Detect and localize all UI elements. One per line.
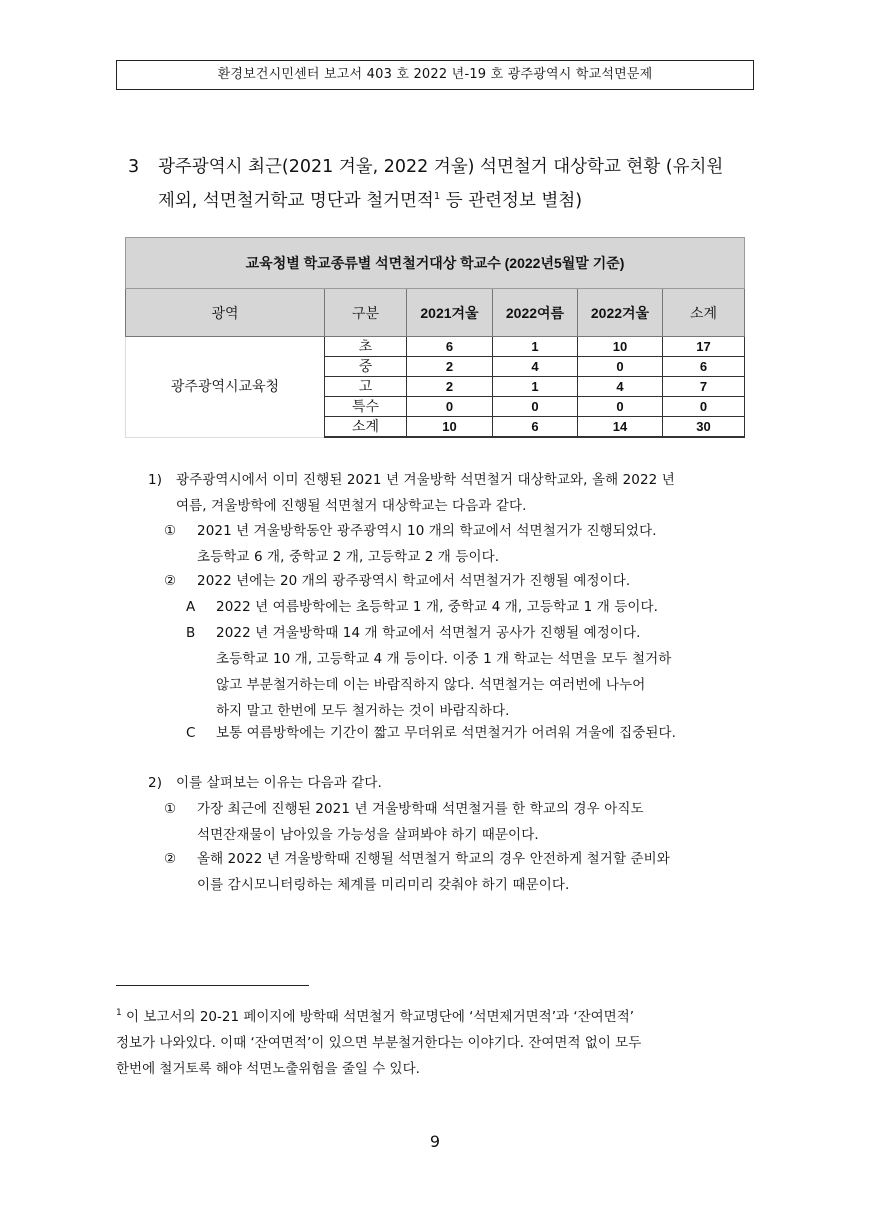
list-item-text: 보통 여름방학에는 기간이 짧고 무더위로 석면철거가 어려워 겨울에 집중된다. [216, 725, 677, 741]
table-row [126, 337, 745, 357]
list-item-text: 2022 년에는 20 개의 광주광역시 학교에서 석면철거가 진행될 예정이다. [197, 573, 631, 589]
footnote-reference[interactable]: 1 [433, 191, 441, 202]
footnote-line-1 [116, 1000, 756, 1030]
list-item-text: 2022 년 여름방학에는 초등학교 1 개, 중학교 4 개, 고등학교 1 개 등이다. [216, 599, 659, 615]
list-marker: 2) [148, 775, 163, 791]
section-title-line-2-text: 제외, 석면철거학교 명단과 철거면적 [158, 191, 434, 211]
list-item-text: 이를 감시모니터링하는 체계를 미리미리 갖춰야 하기 때문이다. [197, 877, 570, 893]
page-number: 9 [429, 1132, 441, 1151]
category-cell: 고 [325, 377, 407, 397]
section-title-line-2 [158, 182, 582, 216]
value-cell: 10 [407, 417, 493, 438]
value-cell: 14 [578, 417, 663, 438]
school-count-table [125, 237, 744, 438]
list-item-text: 않고 부분철거하는데 이는 바람직하지 않다. 석면철거는 여러번에 나누어 [216, 677, 646, 693]
value-cell: 0 [578, 397, 663, 417]
footnote-text: 이 보고서의 20-21 페이지에 방학때 석면철거 학교명단에 ‘석면제거면적’과 ‘잔여면적’ [121, 1009, 635, 1025]
value-cell: 0 [407, 397, 493, 417]
header-2022-summer: 2022여름 [493, 289, 578, 337]
value-cell: 6 [493, 417, 578, 438]
value-cell: 1 [493, 337, 578, 357]
list-item-text: 하지 말고 한번에 모두 철거하는 것이 바람직하다. [216, 703, 510, 719]
list-item-text: 2022 년 겨울방학때 14 개 학교에서 석면철거 공사가 진행될 예정이다. [216, 625, 641, 641]
list-item-text: 가장 최근에 진행된 2021 년 겨울방학때 석면철거를 한 학교의 경우 아직도 [197, 801, 644, 817]
list-item-text: 광주광역시에서 이미 진행된 2021 년 겨울방학 석면철거 대상학교와, 올해 2022 년 [176, 472, 675, 488]
header-category: 구분 [325, 289, 407, 337]
category-cell: 특수 [325, 397, 407, 417]
value-cell: 17 [663, 337, 745, 357]
footnote [116, 1000, 756, 1082]
list-item-text: 이를 살펴보는 이유는 다음과 같다. [176, 775, 382, 791]
footnote-line-2: 정보가 나와있다. 이때 ‘잔여면적’이 있으면 부분철거한다는 이야기다. 잔여면적 없이 모두 [116, 1035, 642, 1051]
category-cell: 소계 [325, 417, 407, 438]
list-marker: ① [164, 801, 177, 817]
list-item-text: 석면잔재물이 남아있을 가능성을 살펴봐야 하기 때문이다. [197, 827, 539, 843]
value-cell: 1 [493, 377, 578, 397]
list-marker: B [186, 625, 196, 641]
value-cell: 7 [663, 377, 745, 397]
value-cell: 6 [663, 357, 745, 377]
header-subtotal: 소계 [663, 289, 745, 337]
list-marker: C [186, 725, 196, 741]
section-title-line-2-tail: 등 관련정보 별첨) [440, 191, 583, 211]
list-marker: ② [164, 573, 177, 589]
value-cell: 0 [663, 397, 745, 417]
footnote-separator [116, 985, 309, 986]
table-header-row [126, 289, 745, 337]
list-marker: ② [164, 851, 177, 867]
table-title: 교육청별 학교종류별 석면철거대상 학교수 (2022년5월말 기준) [126, 238, 745, 289]
list-item-text: 여름, 겨울방학에 진행될 석면철거 대상학교는 다음과 같다. [176, 498, 527, 514]
list-marker: ① [164, 523, 177, 539]
value-cell: 2 [407, 377, 493, 397]
header-2022-winter: 2022겨울 [578, 289, 663, 337]
value-cell: 0 [493, 397, 578, 417]
footnote-marker: 1 [116, 1008, 122, 1018]
list-item-text: 2021 년 겨울방학동안 광주광역시 10 개의 학교에서 석면철거가 진행되었다. [197, 523, 657, 539]
value-cell: 30 [663, 417, 745, 438]
report-header: 환경보건시민센터 보고서 403 호 2022 년-19 호 광주광역시 학교석면문제 [116, 60, 754, 90]
list-item-text: 초등학교 10 개, 고등학교 4 개 등이다. 이중 1 개 학교는 석면을 모두 철거하 [216, 651, 672, 667]
header-region: 광역 [126, 289, 325, 337]
value-cell: 4 [493, 357, 578, 377]
list-item-text: 올해 2022 년 겨울방학때 진행될 석면철거 학교의 경우 안전하게 철거할 준비와 [197, 851, 670, 867]
header-2021-winter: 2021겨울 [407, 289, 493, 337]
section-title-line-1: 광주광역시 최근(2021 겨울, 2022 겨울) 석면철거 대상학교 현황 (유치원 [158, 157, 724, 177]
value-cell: 4 [578, 377, 663, 397]
value-cell: 2 [407, 357, 493, 377]
category-cell: 중 [325, 357, 407, 377]
category-cell: 초 [325, 337, 407, 357]
list-item-text: 초등학교 6 개, 중학교 2 개, 고등학교 2 개 등이다. [197, 549, 500, 565]
region-cell: 광주광역시교육청 [126, 337, 325, 438]
value-cell: 6 [407, 337, 493, 357]
list-marker: A [186, 599, 196, 615]
footnote-line-3: 한번에 철거토록 해야 석면노출위험을 줄일 수 있다. [116, 1061, 420, 1077]
value-cell: 10 [578, 337, 663, 357]
section-number: 3 [128, 157, 140, 177]
list-marker: 1) [148, 472, 163, 488]
value-cell: 0 [578, 357, 663, 377]
